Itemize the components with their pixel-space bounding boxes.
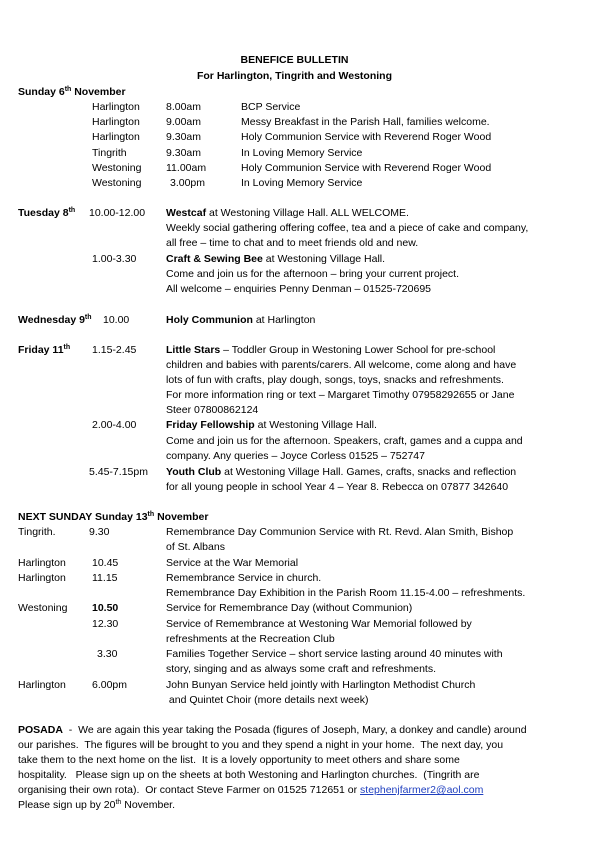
event-detail: for all young people in school Year 4 – Year 8. Rebecca on 07877 342640 — [166, 481, 509, 493]
next-service: Remembrance Service in church. — [166, 572, 322, 584]
next-time: 3.30 — [97, 648, 118, 660]
event-time: 5.45-7.15pm — [89, 466, 148, 478]
sunday-service: Messy Breakfast in the Parish Hall, families welcome. — [241, 116, 490, 128]
event-detail: company. Any queries – Joyce Corless 01525 – 752747 — [166, 450, 425, 462]
next-service: and Quintet Choir (more details next week) — [166, 694, 369, 706]
sunday-place: Westoning — [92, 162, 142, 174]
event-time: 10.00 — [103, 314, 130, 326]
event-title-line: Craft & Sewing Bee at Westoning Village Hall. — [166, 253, 386, 265]
event-detail: Weekly social gathering offering coffee, tea and a piece of cake and company, — [166, 222, 529, 234]
email-link[interactable]: stephenjfarmer2@aol.com — [360, 784, 484, 796]
sunday-time: 8.00am — [166, 101, 202, 113]
posada-line: POSADA - We are again this year taking the Posada (figures of Joseph, Mary, a donkey and candle) around — [18, 724, 527, 736]
sunday-place: Tingrith — [92, 147, 127, 159]
next-sunday-heading: NEXT SUNDAY Sunday 13th November — [18, 511, 209, 523]
event-title-line: Youth Club at Westoning Village Hall. Games, crafts, snacks and reflection — [166, 466, 517, 478]
posada-line: organising their own rota). Or contact Steve Farmer on 01525 712651 or stephenjfarmer2@aol.com — [18, 784, 484, 796]
tuesday-heading: Tuesday 8th — [18, 207, 76, 219]
sunday-time: 9.00am — [166, 116, 202, 128]
bulletin-subtitle: For Harlington, Tingrith and Westoning — [196, 70, 392, 82]
event-time: 10.00-12.00 — [89, 207, 146, 219]
sunday-time: 9.30am — [166, 131, 202, 143]
next-place: Westoning — [18, 602, 68, 614]
next-place: Harlington — [18, 572, 66, 584]
event-detail: For more information ring or text – Margaret Timothy 07958292655 or Jane — [166, 389, 515, 401]
next-service: John Bunyan Service held jointly with Harlington Methodist Church — [166, 679, 476, 691]
event-detail: children and babies with parents/carers. All welcome, come along and have — [166, 359, 517, 371]
next-time: 10.45 — [92, 557, 119, 569]
event-time: 2.00-4.00 — [92, 419, 137, 431]
next-time: 11.15 — [92, 572, 118, 584]
friday-heading: Friday 11th — [18, 344, 71, 356]
next-time: 6.00pm — [92, 679, 128, 691]
sunday-service: Holy Communion Service with Reverend Roger Wood — [241, 131, 492, 143]
next-time: 9.30 — [89, 526, 110, 538]
sunday-place: Harlington — [92, 116, 140, 128]
sunday-time: 11.00am — [166, 162, 207, 174]
event-time: 1.15-2.45 — [92, 344, 137, 356]
next-service: Remembrance Day Exhibition in the Parish Room 11.15-4.00 – refreshments. — [166, 587, 526, 599]
next-service: Service for Remembrance Day (without Communion) — [166, 602, 413, 614]
next-service: of St. Albans — [166, 541, 225, 553]
event-title-line: Westcaf at Westoning Village Hall. ALL WELCOME. — [166, 207, 409, 219]
event-title-line: Friday Fellowship at Westoning Village Hall. — [166, 419, 377, 431]
next-place: Harlington — [18, 557, 66, 569]
next-place: Harlington — [18, 679, 66, 691]
posada-line: hospitality. Please sign up on the sheets at both Westoning and Harlington churches. (Tingrith are — [18, 769, 480, 781]
event-time: 1.00-3.30 — [92, 253, 137, 265]
event-detail: lots of fun with crafts, play dough, songs, toys, snacks and refreshments. — [166, 374, 504, 386]
sunday-service: Holy Communion Service with Reverend Roger Wood — [241, 162, 492, 174]
next-service: Service at the War Memorial — [166, 557, 299, 569]
posada-line: Please sign up by 20th November. — [18, 799, 176, 811]
posada-line: our parishes. The figures will be brought to you and they spend a night in your home. The next day, you — [18, 739, 504, 751]
sunday-heading: Sunday 6th November — [18, 86, 126, 98]
next-service: Remembrance Day Communion Service with Rt. Revd. Alan Smith, Bishop — [166, 526, 514, 538]
event-detail: All welcome – enquiries Penny Denman – 01525-720695 — [166, 283, 432, 295]
next-service: refreshments at the Recreation Club — [166, 633, 335, 645]
event-title-line: Little Stars – Toddler Group in Westoning Lower School for pre-school — [166, 344, 496, 356]
next-service: Families Together Service – short service lasting around 40 minutes with — [166, 648, 503, 660]
sunday-place: Harlington — [92, 131, 140, 143]
sunday-time: 9.30am — [166, 147, 202, 159]
sunday-service: In Loving Memory Service — [241, 177, 363, 189]
posada-line: take them to the next home on the list. It is a lovely opportunity to meet others and share some — [18, 754, 460, 766]
sunday-time: 3.00pm — [170, 177, 206, 189]
next-time: 10.50 — [92, 602, 119, 614]
bulletin-title: BENEFICE BULLETIN — [240, 54, 349, 66]
event-detail: all free – time to chat and to meet friends old and new. — [166, 237, 419, 249]
event-detail: Come and join us for the afternoon – bring your current project. — [166, 268, 459, 280]
sunday-service: In Loving Memory Service — [241, 147, 363, 159]
event-detail: Come and join us for the afternoon. Speakers, craft, games and a cuppa and — [166, 435, 523, 447]
wednesday-heading: Wednesday 9th — [18, 314, 92, 326]
next-place: Tingrith. — [18, 526, 56, 538]
sunday-service: BCP Service — [241, 101, 301, 113]
next-service: story, singing and as always some craft and refreshments. — [166, 663, 437, 675]
sunday-place: Harlington — [92, 101, 140, 113]
next-time: 12.30 — [92, 618, 119, 630]
event-title-line: Holy Communion at Harlington — [166, 314, 316, 326]
next-service: Service of Remembrance at Westoning War Memorial followed by — [166, 618, 472, 630]
sunday-place: Westoning — [92, 177, 142, 189]
event-detail: Steer 07800862124 — [166, 404, 259, 416]
